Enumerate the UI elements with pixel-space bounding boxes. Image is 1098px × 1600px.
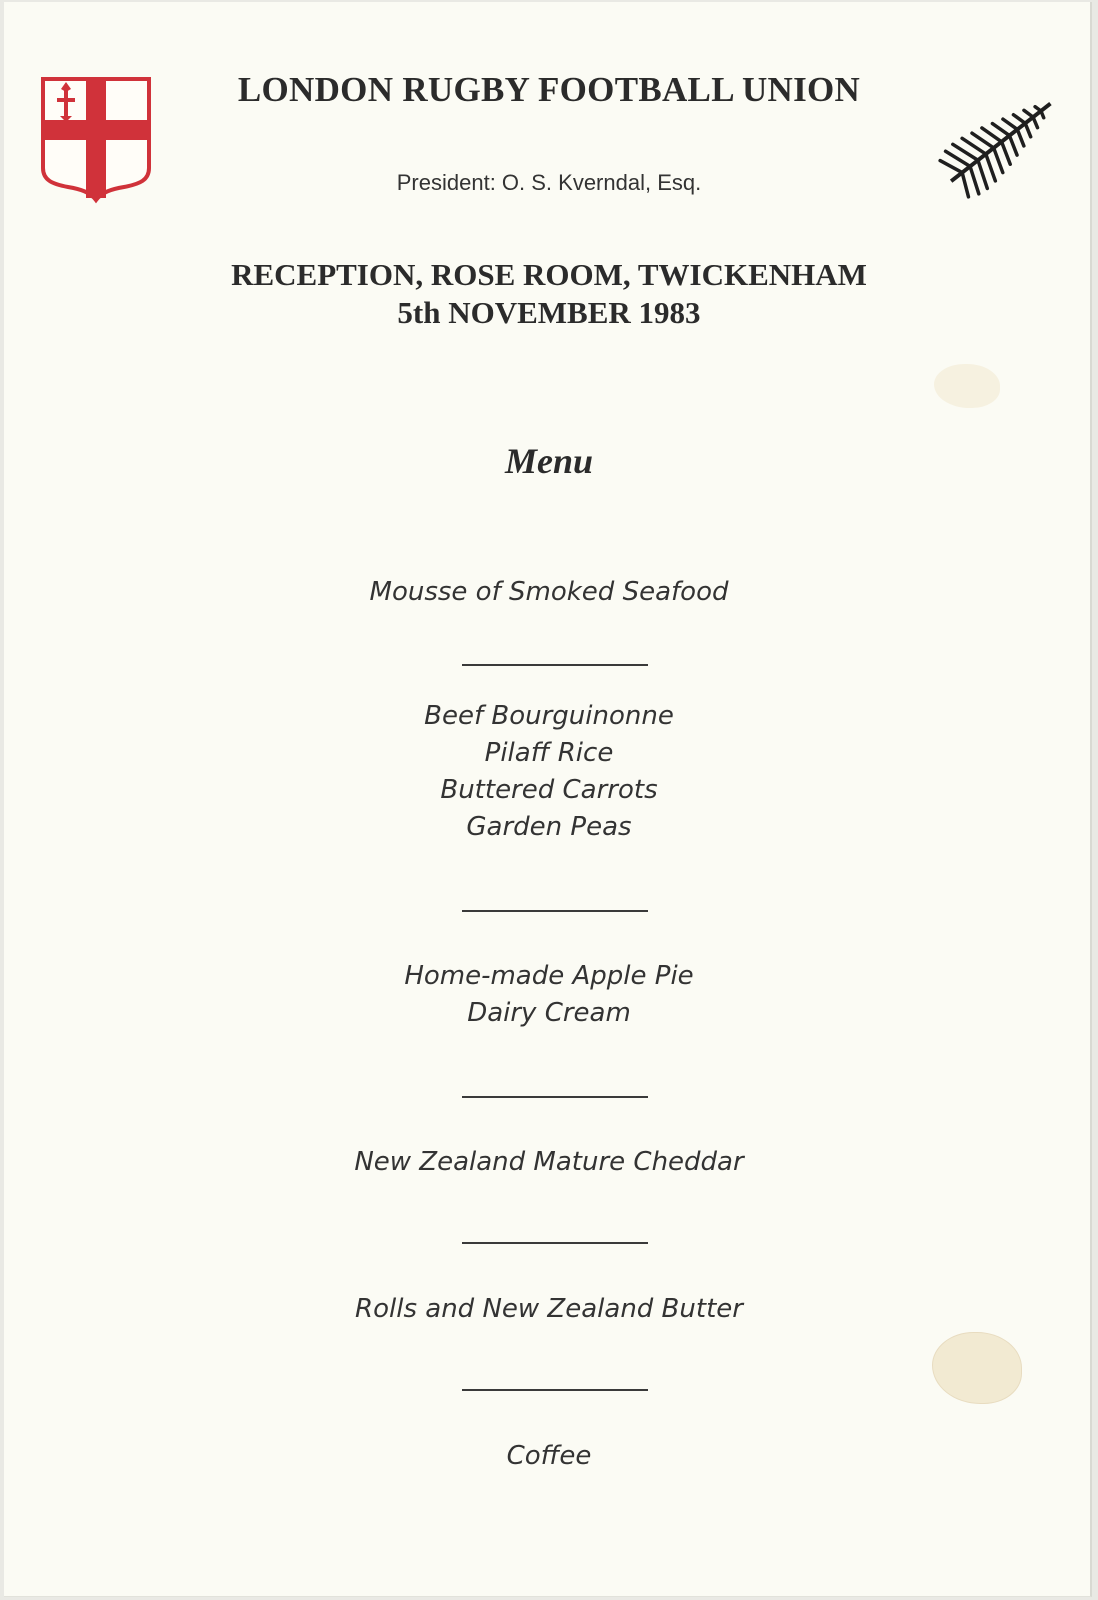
course-dessert — [0, 958, 1098, 1032]
course-divider — [462, 1242, 648, 1244]
event-date: 5th NOVEMBER 1983 — [397, 295, 701, 330]
course-bread — [0, 1291, 1098, 1328]
paper-stain — [934, 364, 1000, 408]
president-line: President: O. S. Kverndal, Esq. — [396, 170, 702, 195]
course-cheese — [0, 1144, 1098, 1181]
course-divider — [462, 664, 648, 666]
course-divider — [462, 1096, 648, 1098]
course-main — [0, 698, 1098, 846]
menu-item: Home-made Apple Pie — [404, 961, 694, 991]
course-divider — [462, 910, 648, 912]
menu-item: Garden Peas — [466, 812, 632, 842]
course-starter — [0, 574, 1098, 611]
paper-stain — [932, 1332, 1022, 1404]
menu-item: Dairy Cream — [467, 998, 631, 1028]
menu-item: Pilaff Rice — [484, 738, 614, 768]
menu-item: Coffee — [506, 1441, 592, 1471]
menu-item: Rolls and New Zealand Butter — [355, 1294, 743, 1324]
menu-item: Buttered Carrots — [440, 775, 658, 805]
organisation-title: LONDON RUGBY FOOTBALL UNION — [237, 70, 861, 109]
menu-item: New Zealand Mature Cheddar — [354, 1147, 744, 1177]
course-coffee — [0, 1438, 1098, 1475]
menu-title: Menu — [504, 441, 594, 481]
event-venue: RECEPTION, ROSE ROOM, TWICKENHAM — [231, 257, 867, 292]
menu-item: Beef Bourguinonne — [424, 701, 674, 731]
menu-item: Mousse of Smoked Seafood — [369, 577, 729, 607]
event-heading — [0, 256, 1098, 332]
course-divider — [462, 1389, 648, 1391]
